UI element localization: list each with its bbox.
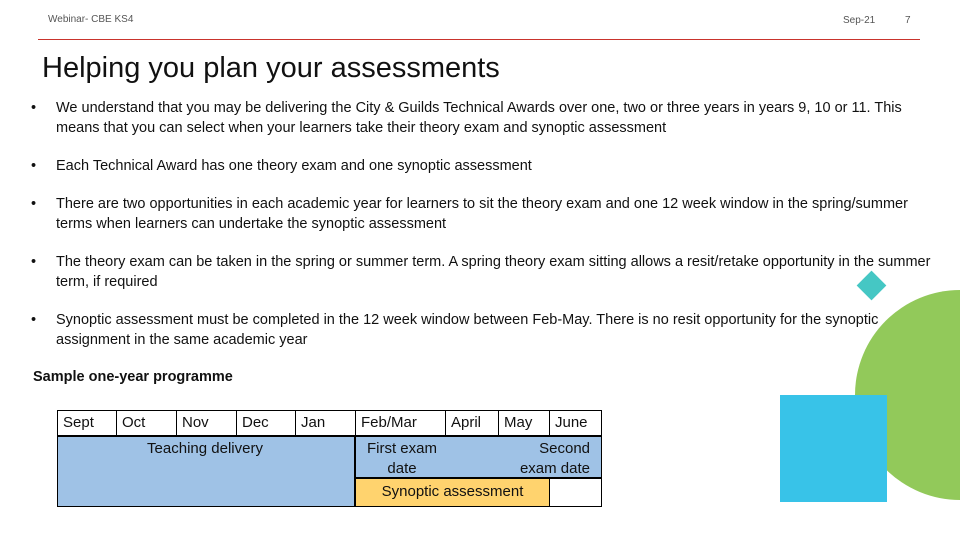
synoptic-label: Synoptic assessment xyxy=(381,483,524,500)
second-exam-label: Second exam date xyxy=(519,440,590,477)
programme-heading: Sample one-year programme xyxy=(33,369,233,385)
month-cell: May xyxy=(498,410,550,436)
programme-table xyxy=(57,410,602,507)
first-exam-label: First exam date xyxy=(366,440,437,477)
month-cell: Jan xyxy=(295,410,356,436)
header-divider xyxy=(38,39,920,40)
bullet-marker: • xyxy=(31,196,37,212)
teaching-delivery-label: Teaching delivery xyxy=(147,440,263,457)
bullet-text: The theory exam can be taken in the spring or summer term. A spring theory exam sitting allows a resit/retake opportunity in the summer term, if required xyxy=(56,254,931,290)
empty-cell xyxy=(549,478,602,507)
bullet-marker: • xyxy=(31,254,37,270)
month-cell: Feb/Mar xyxy=(355,410,446,436)
month-cell: Nov xyxy=(176,410,237,436)
bullet-text: There are two opportunities in each academic year for learners to sit the theory exam and one 12 week window in the spring/summer terms when learners can undertake the synoptic assessment xyxy=(56,196,908,232)
month-cell: Sept xyxy=(57,410,117,436)
month-cell: Dec xyxy=(236,410,296,436)
decorative-blue-square xyxy=(780,395,887,502)
bullet-text: Each Technical Award has one theory exam and one synoptic assessment xyxy=(56,158,532,174)
month-cell: June xyxy=(549,410,602,436)
page-number: 7 xyxy=(905,15,911,26)
bullet-text: Synoptic assessment must be completed in the 12 week window between Feb-May. There is no resit opportunity for the synoptic assignment in the same academic year xyxy=(56,312,879,348)
bullet-marker: • xyxy=(31,158,37,174)
month-cell: Oct xyxy=(116,410,177,436)
bullet-marker: • xyxy=(31,100,37,116)
header-title: Webinar- CBE KS4 xyxy=(48,14,134,25)
bullet-text: We understand that you may be delivering the City & Guilds Technical Awards over one, two or three years in years 9, 10 or 11. This means that you can select when your learners take their theory exam and synoptic assessment xyxy=(56,100,902,136)
slide-title: Helping you plan your assessments xyxy=(42,52,500,84)
bullet-marker: • xyxy=(31,312,37,328)
month-cell: April xyxy=(445,410,499,436)
header-date: Sep-21 xyxy=(843,15,876,26)
